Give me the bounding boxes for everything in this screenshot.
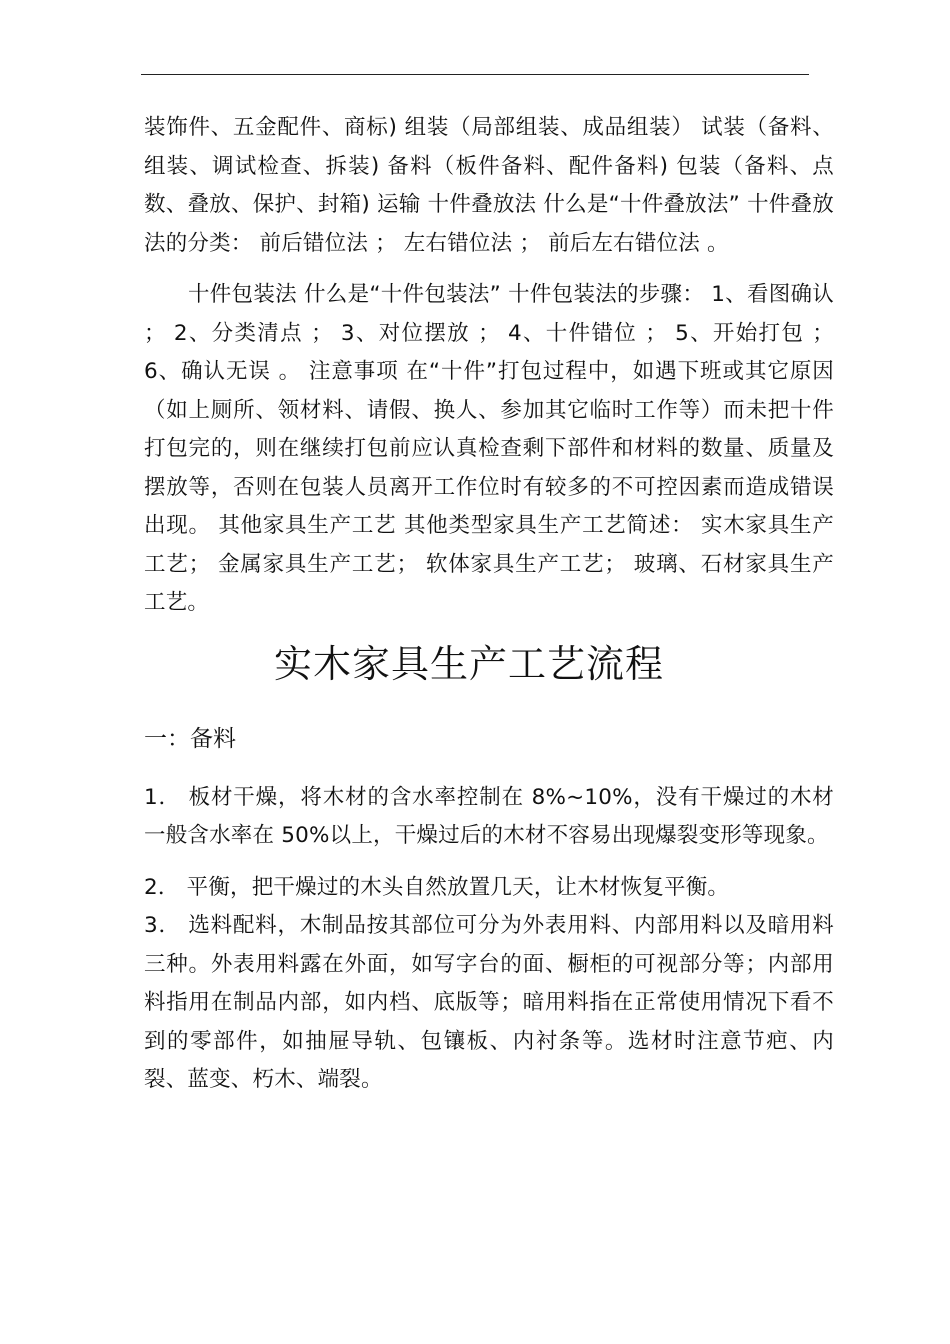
document-title: 实木家具生产工艺流程 <box>273 641 664 686</box>
document-body <box>144 109 834 1100</box>
header-rule <box>141 74 809 75</box>
paragraph-packaging-process: 装饰件、五金配件、商标) 组装（局部组装、成品组装） 试装（备料、组装、调试检查、拆装) 备料（板件备料、配件备料) 包装（备料、点数、叠放、保护、封箱) 运输 十件叠放法 什么是“十件叠放法” 十件叠放法的分类： 前后错位法 ； 左右错位法 ； 前后左右错位法 。 <box>144 115 834 256</box>
paragraph-ten-piece-packing: 十件包装法 什么是“十件包装法” 十件包装法的步骤： 1、看图确认 ； 2、分类清点 ； 3、对位摆放 ； 4、十件错位 ； 5、开始打包 ； 6、确认无误 。 注意事项 在“十件”打包过程中，如遇下班或其它原因（如上厕所、领材料、请假、换人、参加其它临时工作等）而未把十件打包完的，则在继续打包前应认真检查剩下部件和材料的数量、质量及摆放等，否则在包装人员离开工作位时有较多的不可控因素而造成错误出现。 其他家具生产工艺 其他类型家具生产工艺简述： 实木家具生产工艺； 金属家具生产工艺； 软体家具生产工艺； 玻璃、石材家具生产工艺。 <box>144 282 834 615</box>
list-item-board-drying: 1． 板材干燥，将木材的含水率控制在 8%~10%，没有干燥过的木材一般含水率在 50%以上，干燥过后的木材不容易出现爆裂变形等现象。 <box>144 784 834 848</box>
list-item-balancing: 2． 平衡，把干燥过的木头自然放置几天，让木材恢复平衡。 <box>144 874 730 900</box>
section-heading-material-prep: 一：备料 <box>144 725 236 752</box>
list-item-material-selection: 3． 选料配料，木制品按其部位可分为外表用料、内部用料以及暗用料三种。外表用料露在外面，如写字台的面、橱柜的可视部分等；内部用料指用在制品内部，如内档、底版等；暗用料指在正常使用情况下看不到的零部件，如抽屉导轨、包镶板、内衬条等。选材时注意节疤、内裂、蓝变、朽木、端裂。 <box>144 913 834 1092</box>
